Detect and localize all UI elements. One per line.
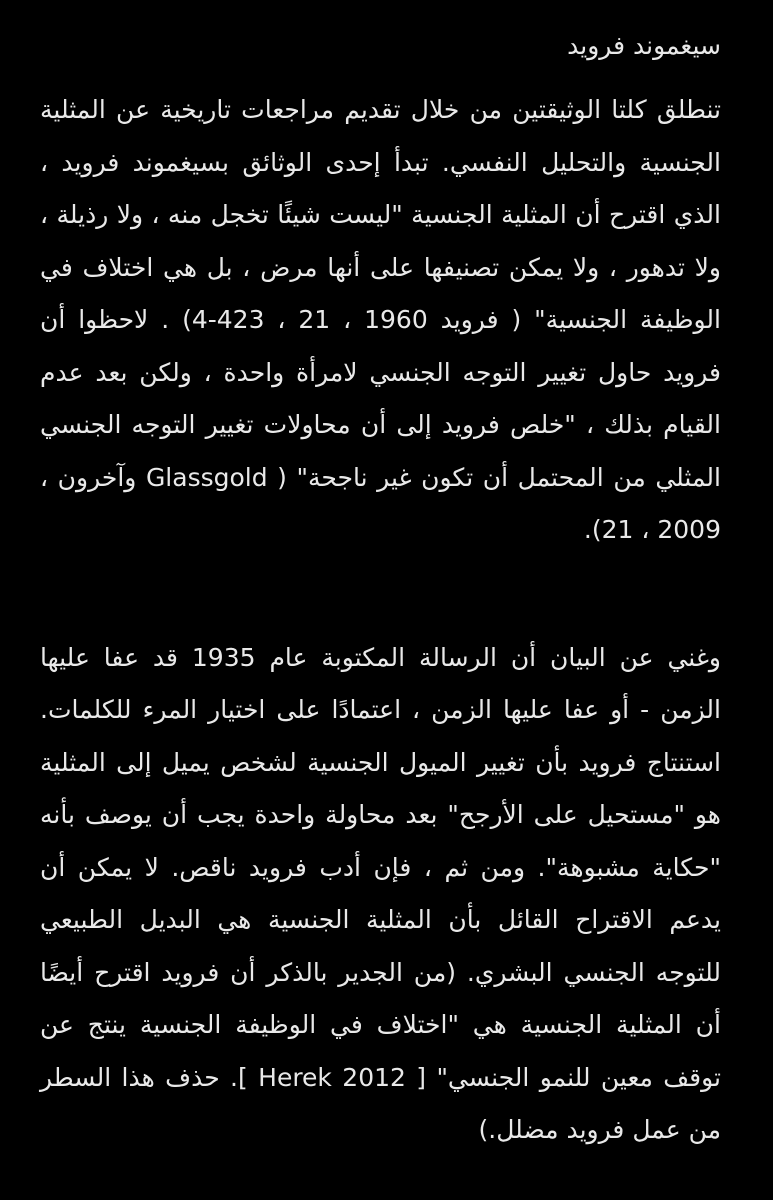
document-heading: سيغموند فرويد: [567, 31, 721, 60]
paragraph-two: وغني عن البيان أن الرسالة المكتوبة عام 1935 قد عفا عليها الزمن - أو عفا عليها الزمن ، اعتمادًا على اختيار المرء للكلمات. استنتاج فرويد بأن تغيير الميول الجنسية لشخص يميل إلى المثلية هو "مستحيل على الأرجح" بعد محاولة واحدة يجب أن يوصف بأنه "حكاية مشبوهة". ومن ثم ، فإن أدب فرويد ناقص. لا يمكن أن يدعم الاقتراح القائل بأن المثلية الجنسية هي البديل الطبيعي للتوجه الجنسي البشري. (من الجدير بالذكر أن فرويد اقترح أيضًا أن المثلية الجنسية هي "اختلاف في الوظيفة الجنسية ينتج عن توقف معين للنمو الجنسي" [ Herek 2012 ]. حذف هذا السطر من عمل فرويد مضلل.): [40, 642, 721, 1144]
paragraph-one: تنطلق كلتا الوثيقتين من خلال تقديم مراجعات تاريخية عن المثلية الجنسية والتحليل النفسي. تبدأ إحدى الوثائق بسيغموند فرويد ، الذي اقترح أن المثلية الجنسية "ليست شيئًا تخجل منه ، ولا رذيلة ، ولا تدهور ، ولا يمكن تصنيفها على أنها مرض ، بل هي اختلاف في الوظيفة الجنسية" ( فرويد 1960 ، 21 ، 423-4) . لاحظوا أن فرويد حاول تغيير التوجه الجنسي لامرأة واحدة ، ولكن بعد عدم القيام بذلك ، "خلص فرويد إلى أن محاولات تغيير التوجه الجنسي المثلي من المحتمل أن تكون غير ناجحة" ( Glassgold وآخرون ، 2009 ، 21).: [40, 95, 721, 544]
